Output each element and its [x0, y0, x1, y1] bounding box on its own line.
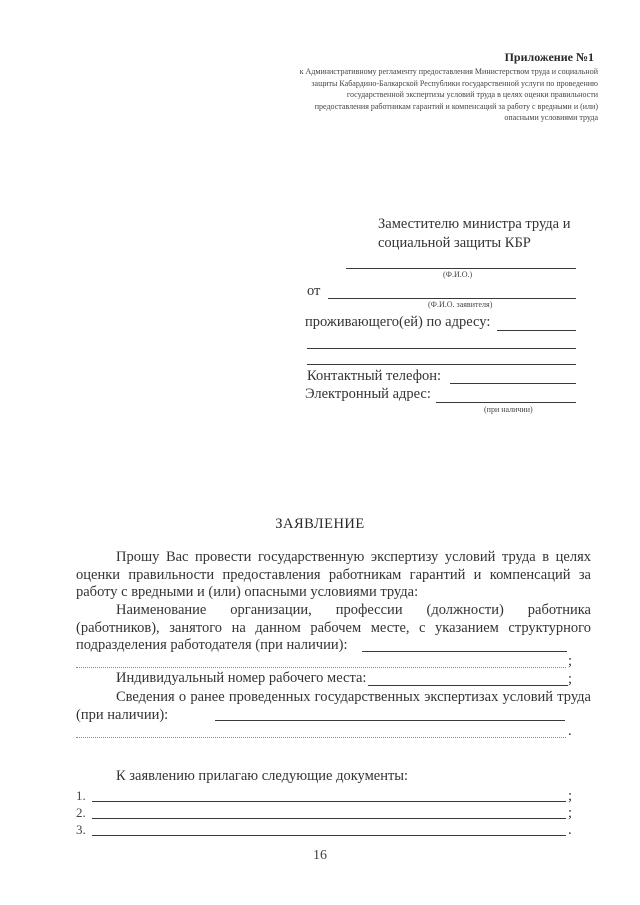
deputy-fio-line [346, 268, 576, 269]
org-label: Наименование организации, профессии (должности) работника (работников), занятого на данном рабочем месте, с указанием структурного подразделения работодателя (при наличии): [76, 602, 591, 653]
phone-line [450, 383, 576, 384]
from-label: от [307, 283, 321, 299]
residence-label: проживающего(ей) по адресу: [305, 314, 491, 330]
attachment-number-1: 1. [76, 788, 86, 803]
org-line-2 [76, 667, 566, 668]
email-caption: (при наличии) [484, 405, 533, 414]
address-line-3 [307, 364, 576, 365]
attachments-label: К заявлению прилагаю следующие документы: [116, 768, 409, 784]
phone-label: Контактный телефон: [307, 368, 442, 384]
attachment-number-3: 3. [76, 822, 86, 837]
attachment-line-1 [92, 801, 566, 802]
address-line-1 [497, 330, 576, 331]
fio-caption: (Ф.И.О.) [443, 270, 473, 279]
attachment-line-3 [92, 835, 566, 836]
workplace-line [368, 685, 568, 686]
workplace-semicolon: ; [568, 671, 573, 687]
attachment-number-2: 2. [76, 805, 86, 820]
attachment-semicolon-2: ; [568, 805, 573, 821]
previous-line-2 [76, 737, 566, 738]
statement-title: ЗАЯВЛЕНИЕ [275, 516, 365, 532]
page-number: 16 [313, 848, 327, 863]
request-paragraph [76, 549, 591, 602]
annex-subtitle: к Административному регламенту предоставления Министерством труда и социальной защиты Кабардино-Балкарской Республики государственной услуги по проведению государственной экспертизы условий труда в целях оценки правильности предоставления работникам гарантий и компенсаций за работу с вредными и (или) опасными условиями труда [299, 67, 598, 123]
address-line-2 [307, 348, 576, 349]
request-text: Прошу Вас провести государственную экспертизу условий труда в целях оценки правильности предоставления работникам гарантий и компенсаций за работу с вредными и (или) опасными условиями труда: [76, 549, 591, 600]
applicant-fio-line [328, 298, 576, 299]
attachment-line-2 [92, 818, 566, 819]
org-semicolon: ; [568, 653, 573, 669]
email-label: Электронный адрес: [305, 386, 431, 402]
previous-label: Сведения о ранее проведенных государственных экспертизах условий труда (при наличии): [76, 689, 591, 723]
annex-title: Приложение №1 [504, 50, 594, 64]
applicant-caption: (Ф.И.О. заявителя) [428, 300, 493, 309]
previous-period: . [568, 723, 572, 739]
org-line-1 [362, 651, 567, 652]
attachment-semicolon-1: ; [568, 788, 573, 804]
addressee-line-2: социальной защиты КБР [378, 235, 531, 251]
previous-line-1 [215, 720, 565, 721]
previous-paragraph [76, 689, 591, 724]
addressee-line-1: Заместителю министра труда и [378, 216, 571, 232]
org-paragraph [76, 602, 591, 655]
email-line [436, 402, 576, 403]
workplace-label: Индивидуальный номер рабочего места: [116, 670, 367, 686]
attachment-period: . [568, 822, 572, 838]
